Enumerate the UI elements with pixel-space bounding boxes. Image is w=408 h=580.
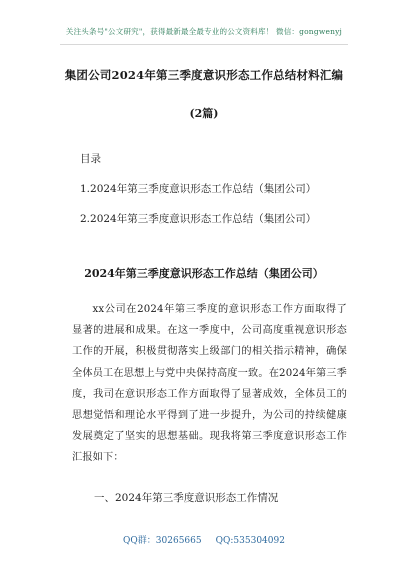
document-subtitle: (2篇) <box>189 107 219 120</box>
toc-heading: 目录 <box>80 153 101 165</box>
header-divider <box>60 44 348 45</box>
toc-item[interactable]: 1.2024年第三季度意识形态工作总结（集团公司） <box>80 183 317 195</box>
footer-qq-group: QQ群：30265665 <box>123 536 202 546</box>
section-title: 2024年第三季度意识形态工作总结（集团公司） <box>84 267 324 280</box>
body-paragraph: xx公司在2024年第三季度的意识形态工作方面取得了显著的进展和成果。在这一季度中，公司高度重视意识形态工作的开展，积极贯彻落实上级部门的相关指示精神，确保全体员工在思想上与党中央保持高度一致。在2024年第三季度，我司在意识形态工作方面取得了显著成效，全体员工的思想觉悟和理论水平得到了进一步提升，为公司的持续健康发展奠定了坚实的思想基础。现我将第三季度意识形态工作汇报如下： <box>72 304 347 464</box>
header-notice: 关注头条号"公文研究"，获得最新最全最专业的公文资料库！ 微信：gongwenyj <box>65 27 343 36</box>
subsection-heading: 一、2024年第三季度意识形态工作情况 <box>94 492 279 504</box>
footer-qq: QQ:535304092 <box>215 536 285 546</box>
document-title: 集团公司2024年第三季度意识形态工作总结材料汇编 <box>64 68 344 82</box>
footer-contact <box>0 533 408 546</box>
toc-item[interactable]: 2.2024年第三季度意识形态工作总结（集团公司） <box>80 213 317 225</box>
